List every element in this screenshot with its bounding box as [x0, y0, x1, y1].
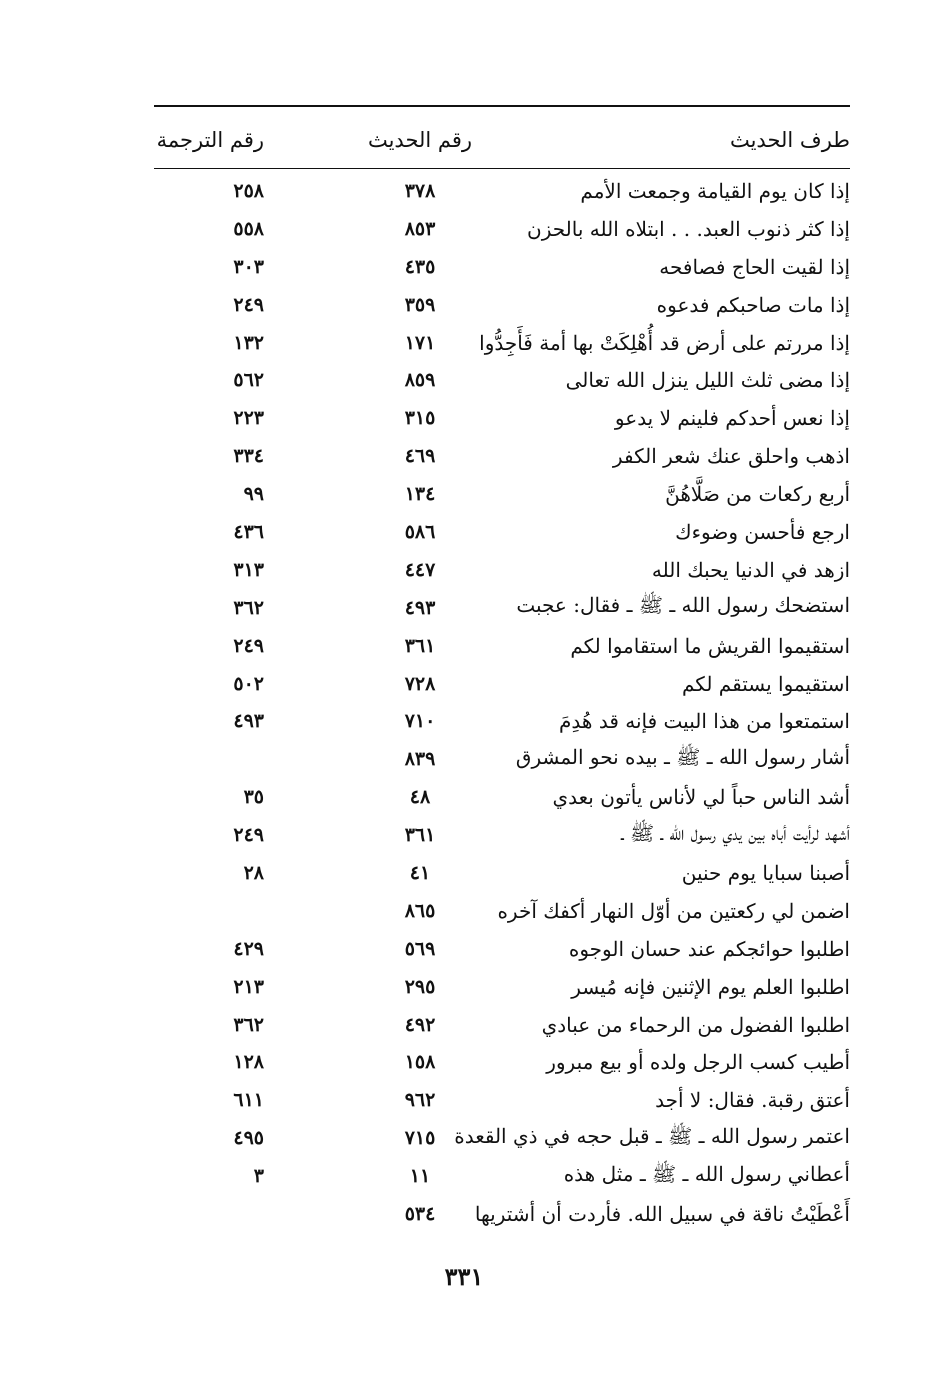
- hadith-text-cell: [480, 1043, 850, 1081]
- hadith-text-cell: [480, 968, 850, 1006]
- hadith-number: ١٣٤: [404, 483, 436, 506]
- hadith-text-cell: [480, 437, 850, 475]
- tarjama-number: ٢٥٨: [233, 179, 264, 202]
- hadith-text: اطلبوا حوائجكم عند حسان الوجوه: [568, 936, 850, 961]
- hadith-text-cell: [480, 702, 850, 740]
- tarjama-number-cell: [154, 854, 264, 892]
- table-row: [154, 740, 850, 778]
- table-row: [154, 172, 850, 210]
- tarjama-number-cell: [154, 513, 264, 551]
- header-hadith-label: طرف الحديث: [729, 128, 850, 152]
- hadith-number-cell: [365, 551, 475, 589]
- hadith-text: استمتعوا من هذا البيت فإنه قد هُدِمَ: [559, 709, 850, 734]
- hadith-number-cell: [365, 475, 475, 513]
- tarjama-number-cell: [154, 1081, 264, 1119]
- hadith-number-cell: [365, 627, 475, 665]
- header-hadith-cell: [480, 118, 850, 162]
- hadith-number: ٩٦٢: [404, 1089, 436, 1112]
- tarjama-number-cell: [154, 475, 264, 513]
- hadith-text-cell: [480, 665, 850, 703]
- tarjama-number-cell: [154, 589, 264, 627]
- tarjama-number-cell: [154, 324, 264, 362]
- tarjama-number-cell: [154, 361, 264, 399]
- hadith-number: ٧١٥: [404, 1127, 436, 1150]
- table-row: [154, 1195, 850, 1233]
- hadith-number: ٤٣٥: [404, 255, 436, 278]
- table-row: [154, 627, 850, 665]
- tarjama-number: ٤٢٩: [233, 937, 264, 960]
- tarjama-number: ٣٦٢: [233, 596, 264, 619]
- hadith-text: أعتق رقبة. فقال: لا أجد: [655, 1088, 850, 1113]
- tarjama-number: ٤٣٦: [233, 520, 264, 543]
- tarjama-number-cell: [154, 1157, 264, 1195]
- hadith-text-cell: [480, 475, 850, 513]
- tarjama-number-cell: [154, 740, 264, 778]
- hadith-number-cell: [365, 702, 475, 740]
- table-row: [154, 324, 850, 362]
- hadith-number-cell: [365, 361, 475, 399]
- tarjama-number-cell: [154, 286, 264, 324]
- hadith-text-cell: [474, 1195, 850, 1233]
- hadith-text: أشار رسول الله ـ ﷺ ـ بيده نحو المشرق: [515, 744, 850, 769]
- hadith-text: أشهد لرأيت أباه بين يدي رسول الله ـ ﷺ ـ: [621, 820, 850, 845]
- hadith-number: ٣٦١: [404, 634, 436, 657]
- hadith-text-cell: [480, 361, 850, 399]
- hadith-text: أشد الناس حباً لي لأناس يأتون بعدي: [552, 785, 850, 810]
- table-row: [154, 665, 850, 703]
- hadith-number-cell: [365, 1043, 475, 1081]
- tarjama-number: ٣: [253, 1165, 264, 1188]
- hadith-number-cell: [365, 248, 475, 286]
- hadith-number-cell: [365, 854, 475, 892]
- table-row: [154, 210, 850, 248]
- hadith-text: ارجع فأحسن وضوءك: [675, 519, 850, 544]
- hadith-number-cell: [365, 968, 475, 1006]
- table-row: [154, 968, 850, 1006]
- header-hadith-num-cell: [365, 118, 475, 162]
- hadith-text: إذا كثر ذنوب العبد. . . ابتلاه الله بالحزن: [527, 216, 850, 241]
- tarjama-number-cell: [154, 778, 264, 816]
- hadith-number: ٧٢٨: [404, 672, 436, 695]
- tarjama-number: ٦١١: [233, 1089, 264, 1112]
- hadith-number-cell: [365, 816, 475, 854]
- hadith-number-cell: [365, 665, 475, 703]
- tarjama-number: ٥٥٨: [233, 217, 264, 240]
- tarjama-number-cell: [154, 702, 264, 740]
- hadith-number-cell: [365, 286, 475, 324]
- page-number: ٣٣١: [444, 1262, 484, 1291]
- header-rule: [154, 168, 850, 169]
- hadith-number: ١٧١: [404, 331, 436, 354]
- table-row: [154, 437, 850, 475]
- table-row: [154, 1043, 850, 1081]
- tarjama-number: ٥٦٢: [233, 369, 264, 392]
- table-row: [154, 1081, 850, 1119]
- hadith-text: إذا مضى ثلث الليل ينزل الله تعالى: [565, 368, 850, 393]
- hadith-number-cell: [365, 513, 475, 551]
- hadith-text-cell: [480, 854, 850, 892]
- hadith-text-cell: [480, 627, 850, 665]
- table-row: [154, 854, 850, 892]
- tarjama-number-cell: [154, 399, 264, 437]
- hadith-text: إذا مررتم على أرض قد أُهْلِكَتْ بها أمة فَأَجِدُّوا: [479, 330, 850, 355]
- hadith-text-cell: [480, 551, 850, 589]
- hadith-text-cell: [480, 1157, 850, 1195]
- table-row: [154, 361, 850, 399]
- hadith-text: ازهد في الدنيا يحبك الله: [651, 557, 850, 582]
- hadith-text-cell: [480, 930, 850, 968]
- hadith-number-cell: [365, 1119, 475, 1157]
- hadith-text: اضمن لي ركعتين من أوّل النهار أكفك آخره: [497, 898, 850, 923]
- hadith-number-cell: [365, 172, 475, 210]
- hadith-text-cell: [480, 286, 850, 324]
- hadith-text-cell: [480, 778, 850, 816]
- hadith-number: ٤٦٩: [404, 445, 436, 468]
- hadith-text: استقيموا القريش ما استقاموا لكم: [570, 633, 850, 658]
- hadith-number: ٨٥٩: [404, 369, 436, 392]
- hadith-number-cell: [365, 892, 475, 930]
- hadith-text: أعطاني رسول الله ـ ﷺ ـ مثل هذه: [563, 1161, 850, 1186]
- tarjama-number: ٣٣٤: [233, 445, 264, 468]
- hadith-number-cell: [365, 589, 475, 627]
- hadith-text-cell: [480, 816, 850, 854]
- hadith-number: ٥٨٦: [404, 520, 436, 543]
- hadith-number-cell: [365, 399, 475, 437]
- hadith-number: ١١: [409, 1165, 431, 1188]
- hadith-number-cell: [365, 437, 475, 475]
- table-header: [154, 118, 850, 162]
- hadith-number: ٨٣٩: [404, 748, 436, 771]
- tarjama-number-cell: [154, 1043, 264, 1081]
- hadith-text-cell: [480, 1081, 850, 1119]
- hadith-text: أطيب كسب الرجل ولده أو بيع مبرور: [546, 1050, 850, 1075]
- table-row: [154, 778, 850, 816]
- tarjama-number-cell: [154, 172, 264, 210]
- hadith-text: إذا لقيت الحاج فصافحه: [659, 254, 850, 279]
- tarjama-number: ٢٤٩: [233, 634, 264, 657]
- hadith-text-cell: [480, 740, 850, 778]
- tarjama-number: ٣٠٣: [233, 255, 264, 278]
- tarjama-number: ٤٩٣: [233, 710, 264, 733]
- table-row: [154, 513, 850, 551]
- hadith-number: ٧١٠: [404, 710, 436, 733]
- tarjama-number: ٣٦٢: [233, 1013, 264, 1036]
- hadith-text-cell: [480, 513, 850, 551]
- hadith-number-cell: [365, 1195, 475, 1233]
- hadith-text-cell: [454, 1119, 850, 1157]
- tarjama-number-cell: [154, 892, 264, 930]
- hadith-number: ١٥٨: [404, 1051, 436, 1074]
- hadith-text: أربع ركعات من صَلَّاهُنَّ: [665, 482, 850, 507]
- hadith-text: إذا كان يوم القيامة وجمعت الأمم: [580, 178, 850, 203]
- tarjama-number-cell: [154, 930, 264, 968]
- hadith-number: ٣٥٩: [404, 293, 436, 316]
- tarjama-number-cell: [154, 437, 264, 475]
- hadith-number-cell: [365, 1006, 475, 1044]
- table-row: [154, 1006, 850, 1044]
- tarjama-number: ١٣٢: [233, 331, 264, 354]
- tarjama-number: ٩٩: [243, 483, 264, 506]
- table-row: [154, 589, 850, 627]
- hadith-number: ٤١: [409, 861, 431, 884]
- table-row: [154, 551, 850, 589]
- hadith-number-cell: [365, 1157, 475, 1195]
- tarjama-number-cell: [154, 210, 264, 248]
- hadith-number-cell: [365, 740, 475, 778]
- hadith-text-cell: [480, 172, 850, 210]
- table-row: [154, 702, 850, 740]
- tarjama-number: ٥٠٢: [233, 672, 264, 695]
- hadith-number-cell: [365, 210, 475, 248]
- hadith-text: إذا مات صاحبكم فدعوه: [656, 292, 850, 317]
- hadith-text: اعتمر رسول الله ـ ﷺ ـ قبل حجه في ذي القعدة: [454, 1123, 850, 1148]
- hadith-number: ٣٦١: [404, 824, 436, 847]
- table-row: [154, 399, 850, 437]
- hadith-number: ٤٩٢: [404, 1013, 436, 1036]
- hadith-text: استقيموا يستقم لكم: [682, 671, 850, 696]
- table-row: [154, 930, 850, 968]
- table-row: [154, 1119, 850, 1157]
- header-tarjama-label: رقم الترجمة: [156, 128, 264, 152]
- tarjama-number: ٢٤٩: [233, 293, 264, 316]
- hadith-number-cell: [365, 778, 475, 816]
- header-tarjama-cell: [154, 118, 264, 162]
- hadith-number: ٥٣٤: [404, 1202, 436, 1225]
- table-row: [154, 248, 850, 286]
- hadith-text: اطلبوا العلم يوم الإثنين فإنه مُيسر: [571, 974, 850, 999]
- tarjama-number: ٢٨: [243, 861, 264, 884]
- top-rule: [154, 105, 850, 107]
- tarjama-number: ٢٢٣: [233, 407, 264, 430]
- hadith-number-cell: [365, 1081, 475, 1119]
- hadith-text-cell: [480, 892, 850, 930]
- hadith-text-cell: [480, 210, 850, 248]
- tarjama-number-cell: [154, 627, 264, 665]
- hadith-text-cell: [480, 1006, 850, 1044]
- tarjama-number-cell: [154, 968, 264, 1006]
- tarjama-number: ٢٤٩: [233, 824, 264, 847]
- hadith-number: ٤٩٣: [404, 596, 436, 619]
- hadith-text: استضحك رسول الله ـ ﷺ ـ فقال: عجبت: [516, 593, 850, 618]
- tarjama-number-cell: [154, 1195, 264, 1233]
- tarjama-number: ٢١٣: [233, 975, 264, 998]
- hadith-number: ٣١٥: [404, 407, 436, 430]
- tarjama-number: ٣٥: [243, 786, 264, 809]
- hadith-text-cell: [480, 399, 850, 437]
- table-row: [154, 816, 850, 854]
- hadith-number-cell: [365, 930, 475, 968]
- hadith-text-cell: [480, 324, 850, 362]
- hadith-number: ٣٧٨: [404, 179, 436, 202]
- hadith-text-cell: [480, 589, 850, 627]
- tarjama-number: ٤٩٥: [233, 1127, 264, 1150]
- header-hadith-num-label: رقم الحديث: [367, 128, 473, 152]
- tarjama-number-cell: [154, 1119, 264, 1157]
- hadith-number: ٤٨: [409, 786, 431, 809]
- hadith-number: ٤٤٧: [404, 558, 436, 581]
- hadith-text: أَعْطَيْتُ ناقة في سبيل الله. فأردت أن أشتريها: [474, 1201, 850, 1226]
- hadith-number: ٢٩٥: [404, 975, 436, 998]
- hadith-text: أصبنا سبايا يوم حنين: [681, 860, 850, 885]
- table-row: [154, 475, 850, 513]
- tarjama-number-cell: [154, 1006, 264, 1044]
- hadith-text: اذهب واحلق عنك شعر الكفر: [612, 444, 850, 469]
- table-row: [154, 892, 850, 930]
- hadith-number: ٨٦٥: [404, 899, 436, 922]
- table-row: [154, 286, 850, 324]
- table-body: [154, 172, 850, 1233]
- hadith-text: إذا نعس أحدكم فلينم لا يدعو: [614, 406, 850, 431]
- hadith-text-cell: [480, 248, 850, 286]
- tarjama-number-cell: [154, 248, 264, 286]
- hadith-number-cell: [365, 324, 475, 362]
- hadith-number: ٨٥٣: [404, 217, 436, 240]
- table-row: [154, 1157, 850, 1195]
- hadith-number: ٥٦٩: [404, 937, 436, 960]
- tarjama-number: ١٢٨: [233, 1051, 264, 1074]
- tarjama-number-cell: [154, 551, 264, 589]
- hadith-text: اطلبوا الفضول من الرحماء من عبادي: [541, 1012, 850, 1037]
- tarjama-number-cell: [154, 665, 264, 703]
- tarjama-number: ٣١٣: [233, 558, 264, 581]
- tarjama-number-cell: [154, 816, 264, 854]
